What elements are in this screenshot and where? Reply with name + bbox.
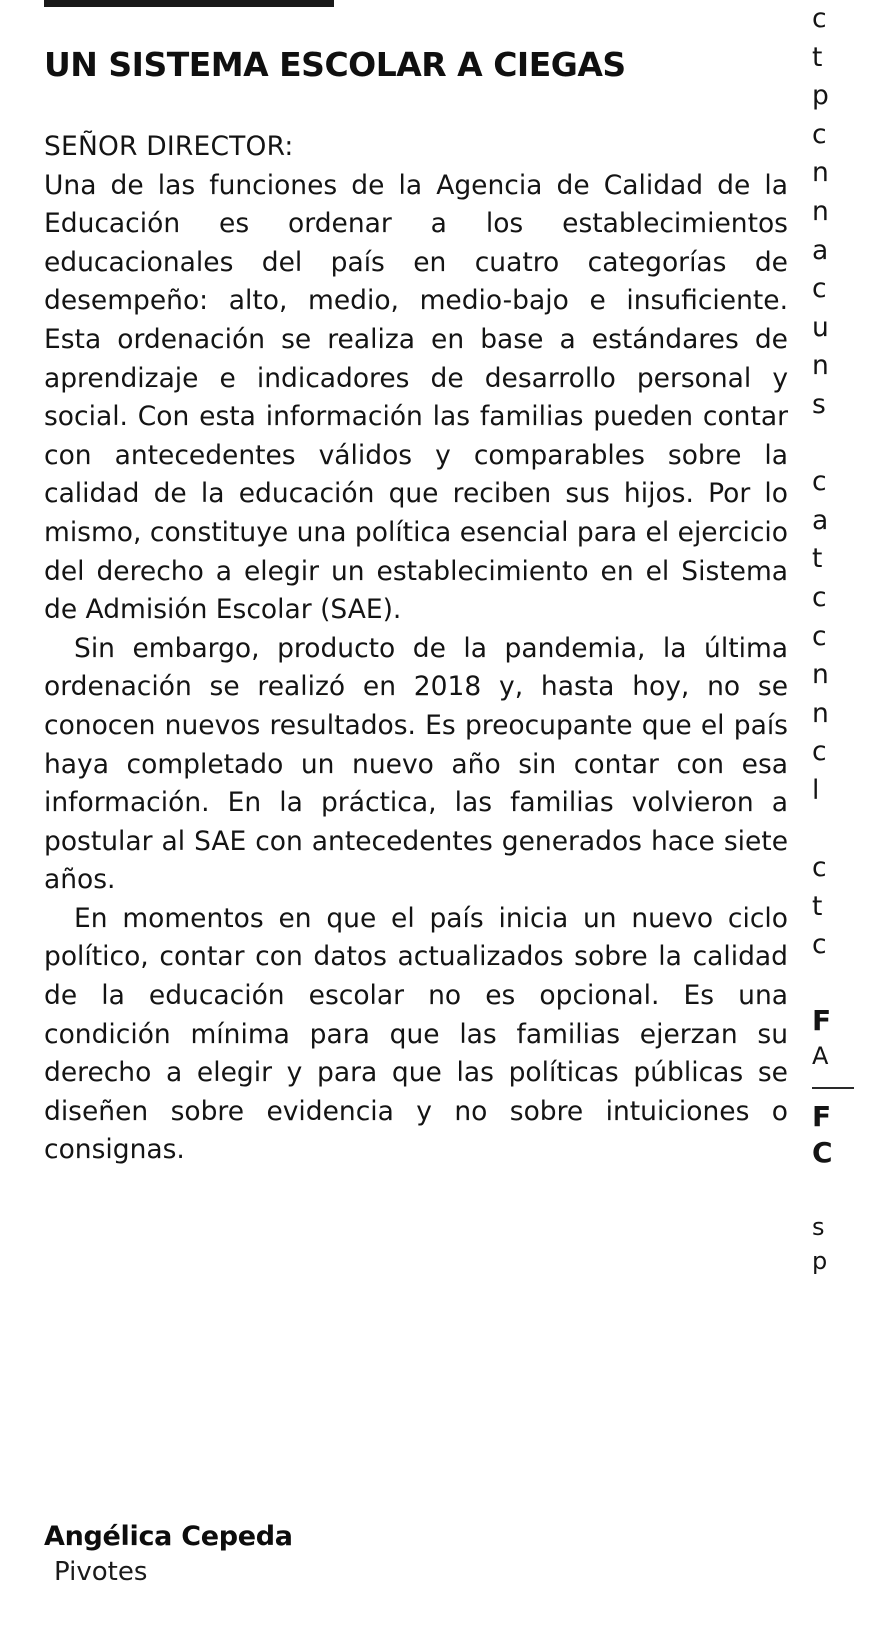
letter-article-column [40, 0, 788, 1652]
adjacent-heading-2-line-2: C [812, 1136, 833, 1170]
adjacent-fragment: c [812, 852, 827, 884]
adjacent-fragment: t [812, 543, 823, 575]
adjacent-fragment: c [812, 273, 827, 305]
author-name: Angélica Cepeda [44, 1521, 293, 1552]
adjacent-subheading: A [812, 1042, 829, 1071]
adjacent-fragment: c [812, 620, 827, 652]
adjacent-fragment: n [812, 195, 829, 227]
adjacent-paragraph-gap [812, 1171, 876, 1210]
adjacent-fragment: n [812, 659, 829, 691]
adjacent-paragraph-gap [812, 965, 876, 1004]
adjacent-paragraph-gap [812, 810, 876, 849]
paragraph-1: Una de las funciones de la Agencia de Calidad de la Educación es ordenar a los establecimientos educacionales del país en cuatro categorías de desempeño: alto, medio, medio-bajo e insuficiente. Esta ordenación se realiza en base a estándares de aprendizaje e indicadores de desarrollo personal y social. Con esta información las familias pueden contar con antecedentes válidos y comparables sobre la calidad de la educación que reciben sus hijos. Por lo mismo, constituye una política esencial para el ejercicio del derecho a elegir un establecimiento en el Sistema de Admisión Escolar (SAE). [44, 169, 788, 626]
adjacent-rule-divider [812, 1087, 854, 1089]
column-divider [800, 0, 801, 1652]
adjacent-fragment: p [812, 1247, 828, 1276]
adjacent-paragraph-gap [812, 425, 876, 464]
adjacent-fragment: c [812, 3, 827, 34]
paragraph-2: Sin embargo, producto de la pandemia, la última ordenación se realizó en 2018 y, hasta hoy, no se conocen nuevos resultados. Es preocupante que el país haya completado un nuevo año sin contar con esa información. En la práctica, las familias volvieron a postular al SAE con antecedentes generados hace siete años. [44, 632, 788, 896]
adjacent-fragment: c [812, 581, 827, 613]
adjacent-fragment: a [812, 234, 829, 266]
adjacent-fragment: t [812, 890, 823, 922]
article-body [44, 128, 788, 1170]
adjacent-fragment: p [812, 80, 829, 112]
adjacent-fragment: n [812, 350, 829, 382]
salutation-line: SEÑOR DIRECTOR: [44, 131, 294, 162]
adjacent-column-cutoff [812, 0, 876, 1652]
adjacent-fragment: c [812, 466, 827, 498]
adjacent-fragment: c [812, 736, 827, 768]
signature-block [44, 1520, 644, 1590]
author-role: Pivotes [54, 1557, 148, 1587]
adjacent-fragment: n [812, 157, 829, 189]
adjacent-fragment: c [812, 118, 827, 150]
adjacent-fragment: t [812, 41, 823, 73]
adjacent-fragment: a [812, 504, 829, 536]
adjacent-fragment: c [812, 929, 827, 961]
adjacent-heading-2-line-1: F [812, 1100, 832, 1134]
adjacent-fragment: n [812, 697, 829, 729]
adjacent-fragment: l [812, 774, 820, 806]
page-title: UN SISTEMA ESCOLAR A CIEGAS [44, 45, 626, 85]
top-rule-divider [44, 0, 334, 7]
paragraph-3: En momentos en que el país inicia un nuevo ciclo político, contar con datos actualizados sobre la calidad de la educación escolar no es opcional. Es una condición mínima para que las familias ejerzan su derecho a elegir y para que las políticas públicas se diseñen sobre evidencia y no sobre intuiciones o consignas. [44, 902, 788, 1166]
adjacent-fragment: s [812, 388, 826, 420]
adjacent-fragment: s [812, 1213, 825, 1242]
adjacent-fragment: u [812, 311, 829, 343]
adjacent-heading: F [812, 1004, 832, 1038]
